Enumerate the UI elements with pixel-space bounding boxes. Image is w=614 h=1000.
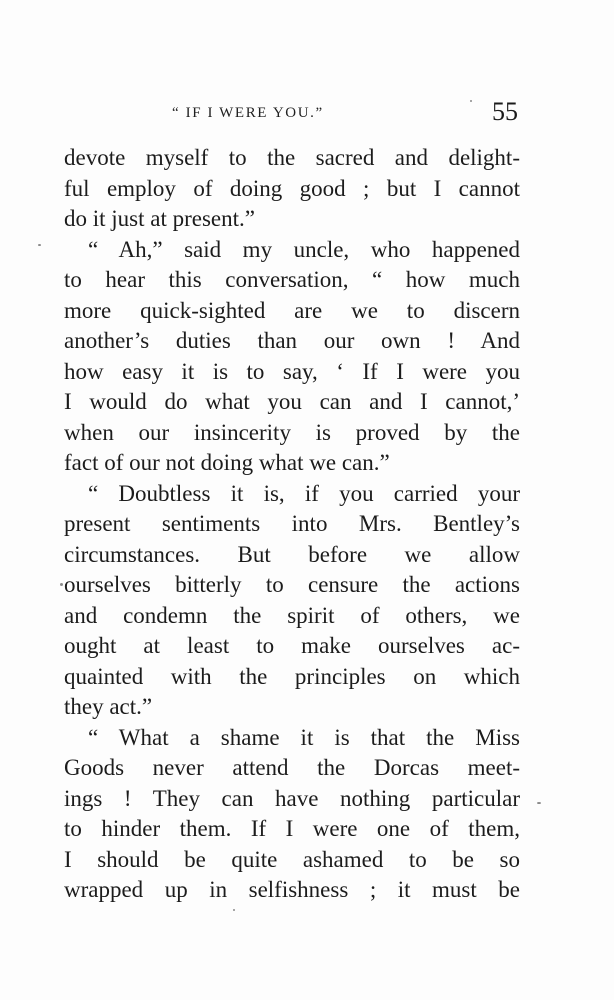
print-speck xyxy=(233,909,235,911)
text-line: present sentiments into Mrs. Bentley’s xyxy=(64,511,520,536)
text-line: quainted with the principles on which xyxy=(64,663,520,689)
text-line: ourselves bitterly to censure the actions xyxy=(64,572,520,597)
text-line: to hinder them. If I were one of them, xyxy=(64,816,520,841)
text-line: Goods never attend the Dorcas meet- xyxy=(64,755,520,780)
running-title: “ IF I WERE YOU.” xyxy=(172,105,324,121)
text-line: “ Doubtless it is, if you carried your xyxy=(88,480,520,506)
text-line: I would do what you can and I cannot,’ xyxy=(64,389,520,414)
print-speck xyxy=(60,583,63,586)
page-number: 55 xyxy=(492,97,518,126)
text-line: when our insincerity is proved by the xyxy=(64,419,520,445)
print-speck xyxy=(537,802,541,804)
text-line: do it just at present.” xyxy=(64,206,255,231)
text-line: “ What a shame it is that the Miss xyxy=(88,724,520,750)
text-line: wrapped up in selfishness ; it must be xyxy=(64,877,520,902)
text-line: ful employ of doing good ; but I cannot xyxy=(64,175,520,201)
text-line: devote myself to the sacred and delight- xyxy=(64,145,520,170)
text-line: ings ! They can have nothing particular xyxy=(64,785,520,811)
print-speck xyxy=(470,100,472,102)
text-line: another’s duties than our own ! And xyxy=(64,328,520,353)
text-line: they act.” xyxy=(64,694,153,719)
body-text xyxy=(64,143,520,906)
text-line: more quick-sighted are we to discern xyxy=(64,297,520,323)
text-line: circumstances. But before we allow xyxy=(64,541,520,567)
text-line: ought at least to make ourselves ac- xyxy=(64,633,520,658)
print-speck xyxy=(38,244,41,246)
text-line: “ Ah,” said my uncle, who happened xyxy=(88,236,520,262)
running-head xyxy=(60,97,524,137)
text-line: how easy it is to say, ‘ If I were you xyxy=(64,358,520,384)
text-line: fact of our not doing what we can.” xyxy=(64,450,390,475)
text-line: I should be quite ashamed to be so xyxy=(64,846,520,872)
text-line: and condemn the spirit of others, we xyxy=(64,602,520,628)
text-line: to hear this conversation, “ how much xyxy=(64,267,520,292)
